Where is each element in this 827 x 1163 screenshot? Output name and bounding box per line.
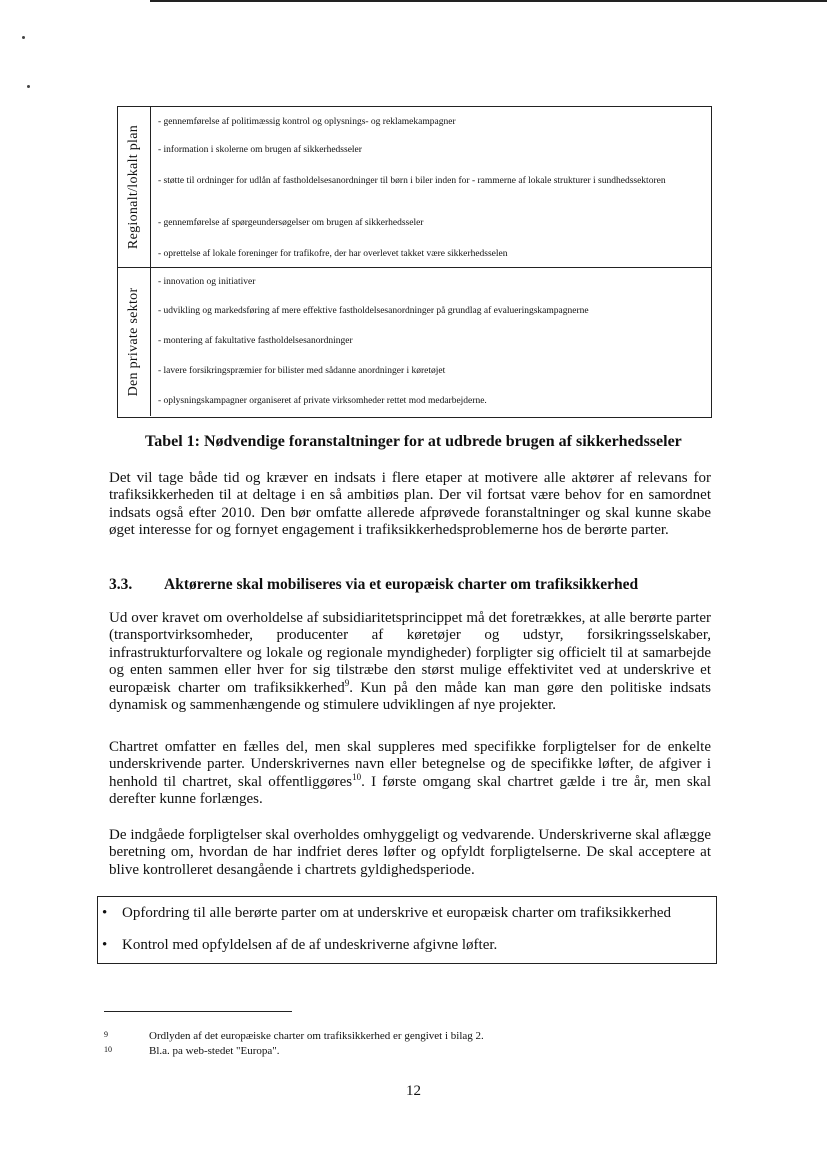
- table-item: - udvikling og markedsføring af mere effektive fastholdelsesanordninger på grundlag af evalueringskampagnerne: [158, 306, 589, 316]
- paragraph-text: . Kun på den måde kan man gøre den politiske indsats dynamisk og sammenhængende og stimulere udviklingen af nye projekter.: [109, 679, 711, 714]
- table-item: - oplysningskampagner organiseret af private virksomheder rettet mod medarbejderne.: [158, 396, 487, 406]
- table-item: - montering af fakultative fastholdelsesanordninger: [158, 336, 353, 346]
- footnote: [104, 1045, 280, 1057]
- paragraph-text: Chartret omfatter en fælles del, men skal suppleres med specifikke forpligtelser for de enkelte underskrivende parter. Underskrivernes navn eller betegnelse og de specifikke løfter, de afgiver i henhold til chartret, skal offentliggøres: [109, 739, 711, 790]
- page-number: 12: [406, 1083, 421, 1099]
- bullet-text: Kontrol med opfyldelsen af de af undeskriverne afgivne løfter.: [122, 937, 498, 953]
- scan-speck: [27, 85, 30, 88]
- measures-table: [117, 106, 712, 418]
- bullet-text: Opfordring til alle berørte parter om at underskrive et europæisk charter om trafiksikkerhed: [122, 905, 671, 921]
- table-item: - information i skolerne om brugen af sikkerhedsseler: [158, 145, 362, 155]
- section-heading: [109, 576, 638, 594]
- table-item: - støtte til ordninger for udlån af fastholdelsesanordninger til børn i biler inden for - rammerne af lokale strukturer i sundhedssektoren: [158, 176, 666, 186]
- table-section-private: [118, 268, 711, 416]
- section-title: Aktørerne skal mobiliseres via et europæisk charter om trafiksikkerhed: [164, 576, 639, 593]
- bullet-box: [97, 896, 717, 964]
- top-scan-line: [150, 0, 827, 2]
- footnote-mark: 10: [104, 1045, 112, 1054]
- table-item: - gennemførelse af politimæssig kontrol og oplysnings- og reklamekampagner: [158, 117, 456, 127]
- side-label-private: Den private sektor: [126, 287, 141, 397]
- paragraph: Det vil tage både tid og kræver en indsats i flere etaper at motivere alle aktører af relevans for trafiksikkerheden til at deltage i en så ambitiøs plan. Der vil fortsat være behov for en samordnet indsats også efter 2010. Den bør omfatte allerede afprøvede foranstaltninger og skal kunne skabe øget interesse for og fornyet engagement i trafiksikkerhedsproblemerne hos de berørte parter.: [109, 470, 711, 539]
- paragraph: [109, 610, 711, 714]
- footnote-divider: [104, 1011, 292, 1012]
- footnote: [104, 1030, 484, 1042]
- side-label-cell: [118, 268, 151, 416]
- table-item: - innovation og initiativer: [158, 277, 256, 287]
- table-item: - gennemførelse af spørgeundersøgelser om brugen af sikkerhedsseler: [158, 218, 424, 228]
- paragraph: [109, 739, 711, 809]
- side-label-regional: Regionalt/lokalt plan: [126, 124, 141, 250]
- paragraph-text: . I første omgang skal chartret gælde i tre år, men skal derefter kunne forlænges.: [109, 773, 711, 808]
- paragraph-text: Ud over kravet om overholdelse af subsidiaritetsprincippet må det foretrækkes, at alle berørte parter (transportvirksomheder, producenter af køretøjer og udstyr, forsikringsselskaber, infrastrukturforvaltere og lokale og regionale myndigheder) forpligter sig officielt til at samarbejde og enten sammen eller hver for sig tilstræbe den størst mulige effektivitet ved at underskrive et europæisk charter om trafiksikkerhed: [109, 610, 711, 696]
- table-item: - oprettelse af lokale foreninger for trafikofre, der har overlevet takket være sikkerhedsselen: [158, 249, 508, 259]
- side-label-cell: [118, 107, 151, 267]
- scan-speck: [22, 36, 25, 39]
- bullet-icon: •: [102, 937, 108, 953]
- table-caption: Tabel 1: Nødvendige foranstaltninger for at udbrede brugen af sikkerhedsseler: [145, 433, 682, 450]
- paragraph: De indgåede forpligtelser skal overholdes omhyggeligt og vedvarende. Underskriverne skal aflægge beretning om, hvordan de har indfriet deres løfter og opfyldt forpligtelserne. De skal acceptere at blive kontrolleret desangående i chartrets gyldighedsperiode.: [109, 827, 711, 878]
- table-section-regional: [118, 107, 711, 268]
- footnote-ref[interactable]: 10: [352, 771, 362, 782]
- bullet-item: [102, 905, 671, 922]
- section-number: 3.3.: [109, 576, 133, 593]
- table-item: - lavere forsikringspræmier for bilister med sådanne anordninger i køretøjet: [158, 366, 446, 376]
- footnote-ref[interactable]: 9: [344, 677, 350, 688]
- footnote-mark: 9: [104, 1030, 108, 1039]
- footnote-text: Ordlyden af det europæiske charter om trafiksikkerhed er gengivet i bilag 2.: [149, 1030, 484, 1042]
- footnote-text: Bl.a. pa web-stedet "Europa".: [149, 1045, 280, 1057]
- bullet-icon: •: [102, 905, 108, 921]
- bullet-item: [102, 937, 497, 954]
